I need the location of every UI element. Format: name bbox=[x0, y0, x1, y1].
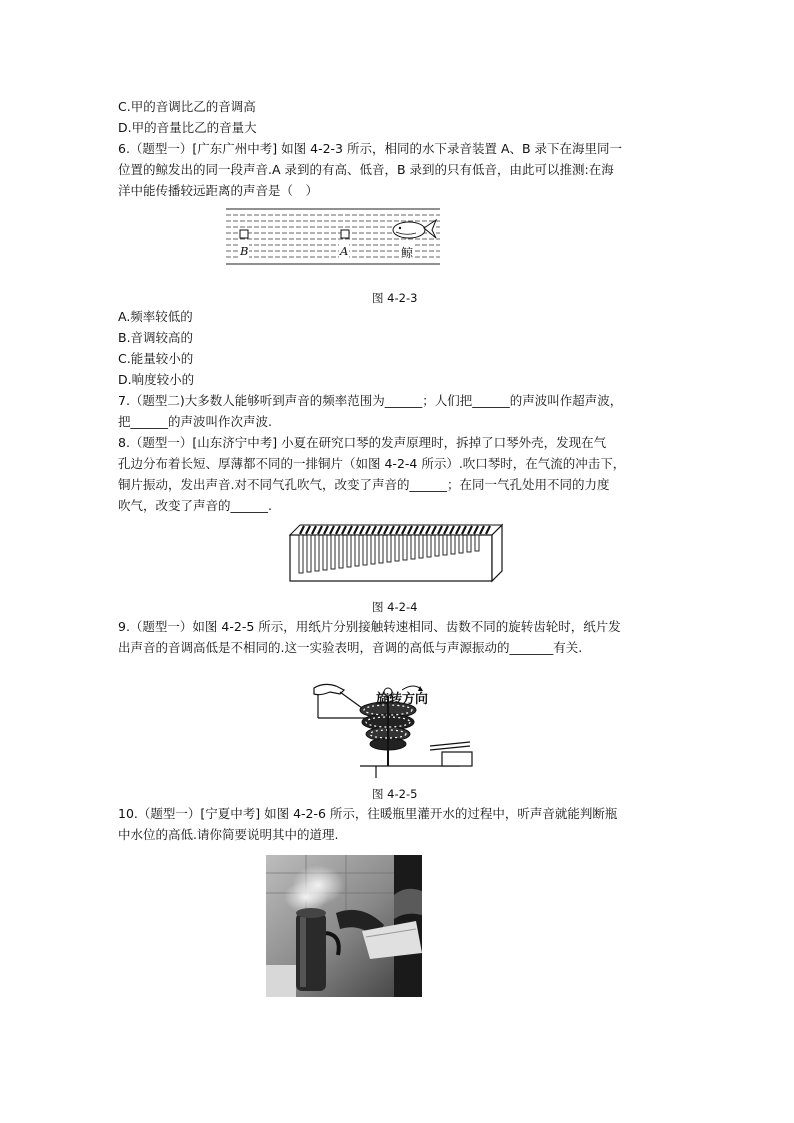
label-rotation-direction: 旋转方向 bbox=[376, 692, 429, 707]
option-a-q6: A.频率较低的 bbox=[118, 309, 193, 324]
question-8-line-1: 8.（题型一）[山东济宁中考] 小夏在研究口琴的发声原理时，拆掉了口琴外壳，发现在气 bbox=[118, 435, 607, 450]
figure-4-2-6-thermos-photo bbox=[266, 855, 422, 997]
question-7-line-1: 7.（题型二)大多数人能够听到声音的频率范围为______；人们把______的声波叫作超声波， bbox=[118, 393, 623, 408]
question-7-line-2: 把______的声波叫作次声波. bbox=[118, 414, 272, 429]
recorder-b-icon bbox=[240, 230, 248, 238]
question-8-line-4: 吹气，改变了声音的______. bbox=[118, 498, 272, 513]
recorder-a-icon bbox=[341, 230, 349, 238]
label-a: A bbox=[340, 244, 349, 258]
question-10-line-2: 中水位的高低.请你简要说明其中的道理. bbox=[118, 827, 339, 842]
question-6-line-3: 洋中能传播较远距离的声音是（ ） bbox=[118, 183, 319, 198]
question-9-line-1: 9.（题型一）如图 4-2-5 所示，用纸片分别接触转速相同、齿数不同的旋转齿轮时，纸片发 bbox=[118, 619, 621, 634]
label-whale: 鲸 bbox=[401, 246, 414, 260]
hand-with-card-icon bbox=[314, 684, 368, 718]
question-8-line-3: 铜片振动，发出声音.对不同气孔吹气，改变了声音的______；在同一气孔处用不同的力度 bbox=[118, 477, 610, 492]
whale-icon bbox=[393, 220, 436, 238]
caption-fig-4-2-3: 图 4-2-3 bbox=[372, 291, 418, 305]
option-c-q5: C.甲的音调比乙的音调高 bbox=[118, 99, 256, 114]
thermos-pouring-photo bbox=[266, 855, 422, 997]
option-c-q6: C.能量较小的 bbox=[118, 351, 194, 366]
label-b: B bbox=[240, 244, 249, 258]
harmonica-reeds-image bbox=[288, 521, 504, 583]
option-d-q5: D.甲的音量比乙的音量大 bbox=[118, 120, 257, 135]
option-d-q6: D.响度较小的 bbox=[118, 372, 195, 387]
caption-fig-4-2-4: 图 4-2-4 bbox=[372, 600, 418, 614]
figure-4-2-3-ocean bbox=[226, 206, 440, 266]
option-b-q6: B.音调较高的 bbox=[118, 330, 194, 345]
question-9-line-2: 出声音的音调高低是不相同的.这一实验表明，音调的高低与声源振动的_______有关. bbox=[118, 640, 583, 655]
caption-fig-4-2-5: 图 4-2-5 bbox=[372, 787, 418, 801]
question-6-line-1: 6.（题型一）[广东广州中考] 如图 4-2-3 所示，相同的水下录音装置 A、B 录下在海里同一 bbox=[118, 141, 623, 156]
question-10-line-1: 10.（题型一）[宁夏中考] 如图 4-2-6 所示，往暖瓶里灌开水的过程中，听声音就能判断瓶 bbox=[118, 806, 618, 821]
question-6-line-2: 位置的鲸发出的同一段声音.A 录到的有高、低音，B 录到的只有低音，由此可以推测:在海 bbox=[118, 162, 614, 177]
figure-4-2-5-gears bbox=[310, 680, 482, 780]
figure-4-2-4-harmonica-reeds bbox=[288, 521, 504, 583]
question-8-line-2: 孔边分布着长短、厚薄都不同的一排铜片（如图 4-2-4 所示）.吹口琴时，在气流的冲击下， bbox=[118, 456, 626, 471]
